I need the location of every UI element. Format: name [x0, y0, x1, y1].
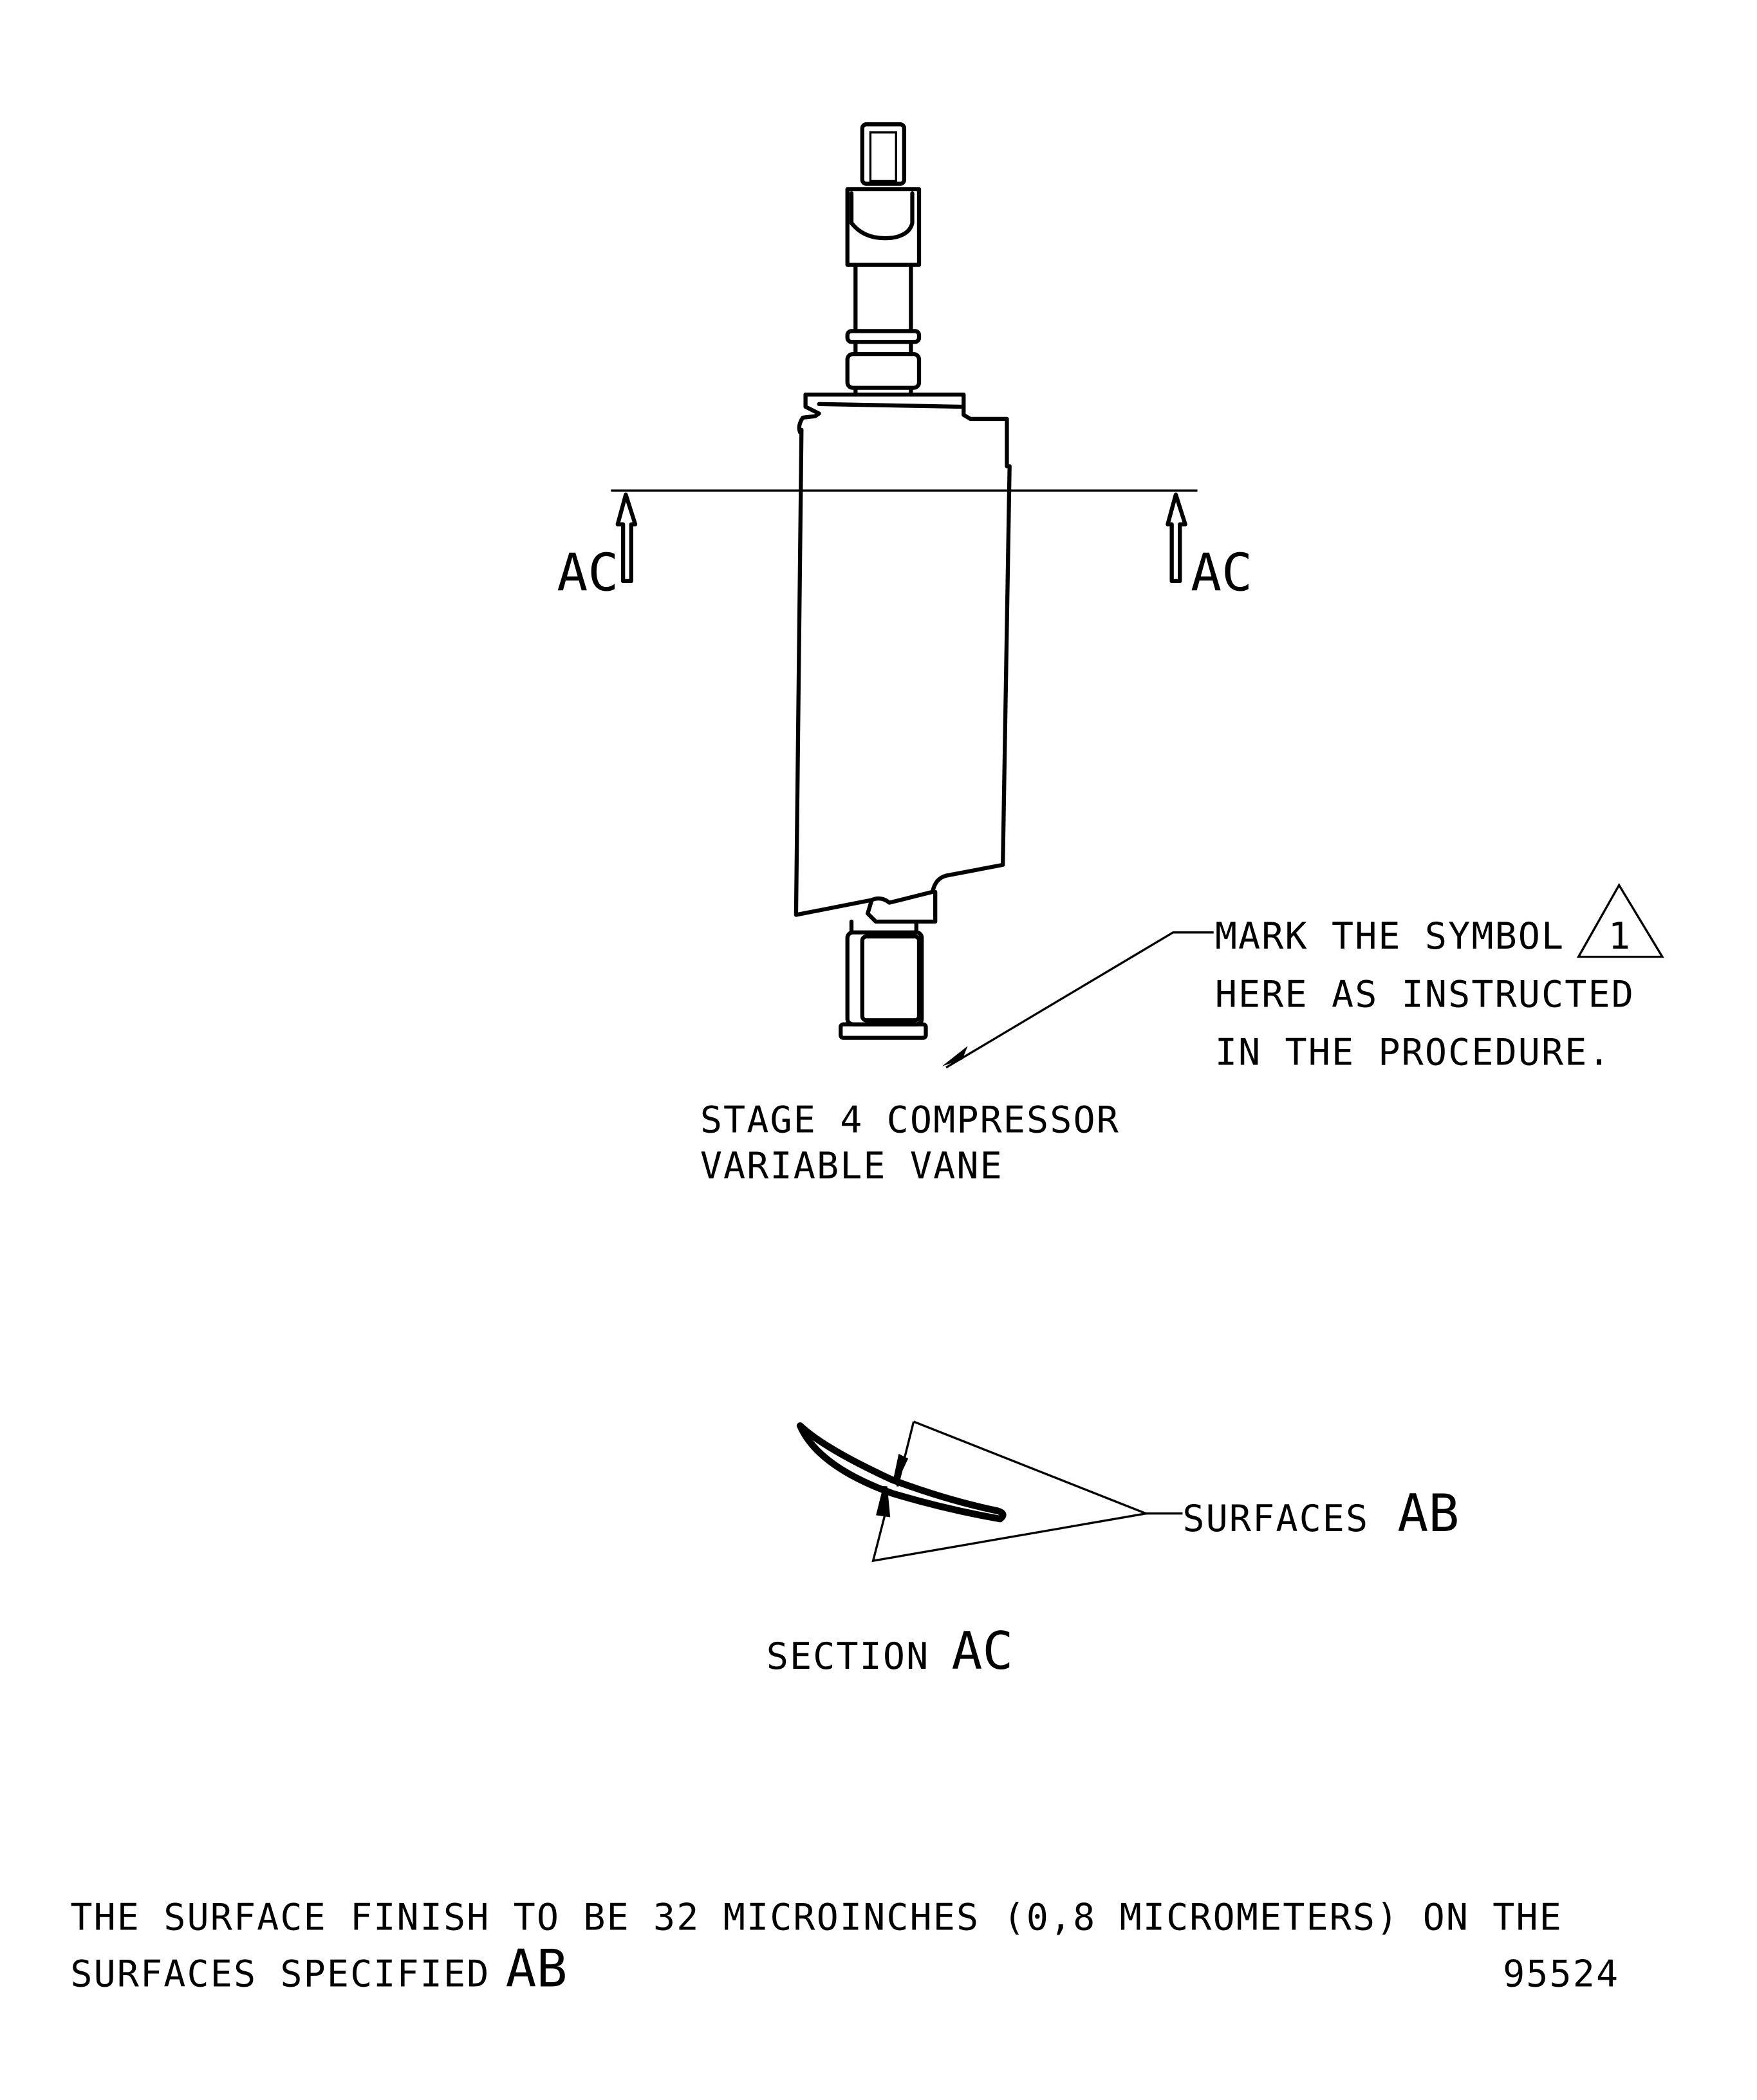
surfaces-code: AB — [1397, 1483, 1460, 1544]
note-line-2-code: AB — [505, 1938, 568, 1999]
vane-side-view — [796, 124, 1010, 1037]
figure-number: 95524 — [1503, 1953, 1620, 1996]
callout-line-1: MARK THE SYMBOL — [1214, 915, 1565, 958]
callout-symbol-number: 1 — [1608, 915, 1632, 958]
section-ac-view — [767, 1422, 1460, 1681]
callout-leader — [942, 885, 1662, 1073]
section-title: SECTION — [766, 1635, 930, 1678]
callout-line-2: HERE AS INSTRUCTED — [1214, 973, 1635, 1016]
section-cut-line — [557, 490, 1252, 602]
part-label-line-2: VARIABLE VANE — [700, 1144, 1003, 1187]
callout-line-3: IN THE PROCEDURE. — [1214, 1031, 1612, 1074]
section-marker-right: AC — [1191, 543, 1253, 603]
section-arrow-right-icon — [1167, 495, 1185, 581]
section-marker-left: AC — [557, 543, 619, 603]
note-line-2: SURFACES SPECIFIED — [70, 1953, 490, 1996]
part-label-line-1: STAGE 4 COMPRESSOR — [700, 1099, 1120, 1142]
surfaces-label: SURFACES — [1182, 1498, 1370, 1541]
section-arrow-left-icon — [618, 495, 635, 581]
note-line-1: THE SURFACE FINISH TO BE 32 MICROINCHES (0,8 MICROMETERS) ON THE — [70, 1896, 1563, 1939]
section-title-code: AC — [951, 1621, 1014, 1682]
